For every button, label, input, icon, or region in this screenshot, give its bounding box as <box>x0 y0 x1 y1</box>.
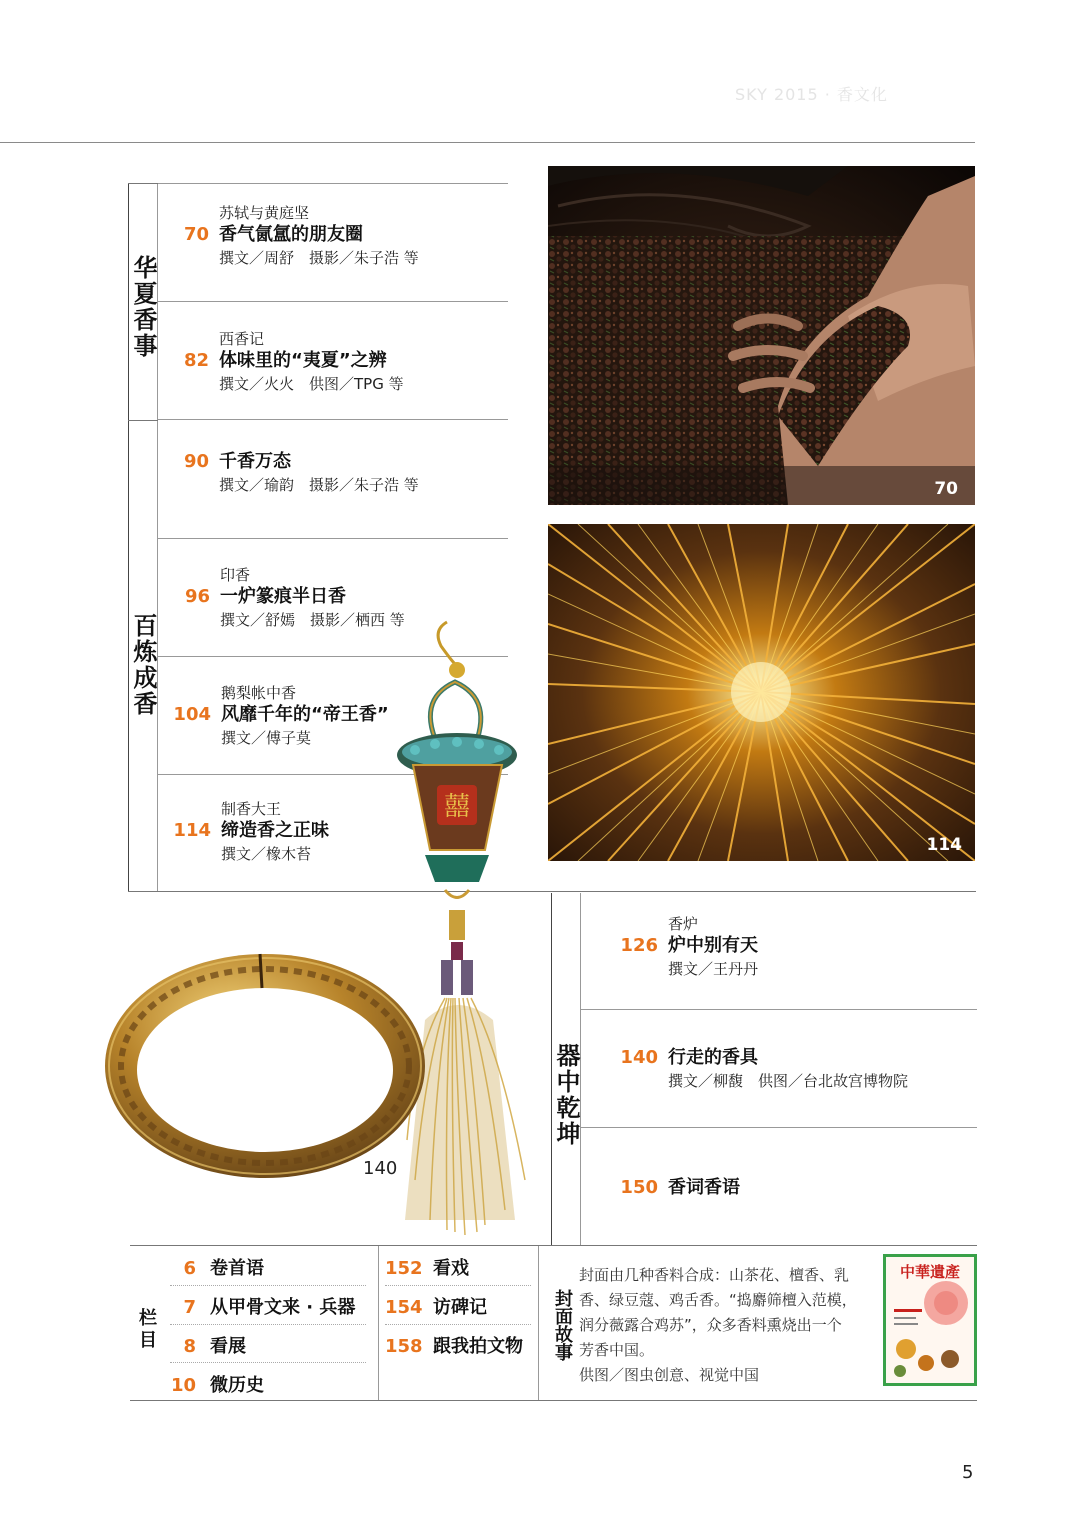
entry-title: 一炉篆痕半日香 <box>220 586 346 607</box>
photo-page-number: 114 <box>926 835 962 855</box>
column-title: 看戏 <box>433 1258 469 1279</box>
toc-entry[interactable] <box>170 203 419 269</box>
entry-byline: 撰文／柳馥 供图／台北故宫博物院 <box>668 1072 909 1090</box>
gold-bangle-image <box>100 948 430 1188</box>
column-item[interactable] <box>170 1371 264 1397</box>
column-title: 看展 <box>210 1336 246 1357</box>
entry-kicker: 苏轼与黄庭坚 <box>219 204 310 222</box>
section-frame-top <box>128 183 158 184</box>
column-title: 访碑记 <box>433 1297 487 1318</box>
cover-story-credit: 供图／图虫创意、视觉中国 <box>579 1366 760 1384</box>
toc-entry[interactable] <box>170 683 389 749</box>
svg-text:囍: 囍 <box>443 792 471 822</box>
cover-story-line: 封面由几种香料合成：山茶花、檀香、乳 <box>579 1266 850 1284</box>
entry-kicker: 制香大王 <box>221 800 282 818</box>
column-page-number: 10 <box>170 1375 196 1396</box>
cover-story-text <box>579 1263 879 1388</box>
entry-title: 千香万态 <box>219 451 291 472</box>
column-item[interactable] <box>170 1254 264 1280</box>
entry-byline: 撰文／瑜韵 摄影／朱子浩 等 <box>219 476 419 494</box>
column-rule <box>385 1324 531 1325</box>
entry-page-number: 126 <box>620 935 658 956</box>
entry-kicker: 香炉 <box>668 915 699 933</box>
entry-title: 体味里的“夷夏”之辨 <box>219 350 387 371</box>
photo-page-number: 140 <box>363 1158 398 1179</box>
column-item[interactable] <box>385 1254 469 1280</box>
column-page-number: 7 <box>183 1297 196 1318</box>
cover-story-line: 香、绿豆蔻、鸡舌香。“捣麝筛檀入范模， <box>579 1291 857 1309</box>
toc-entry[interactable] <box>170 565 405 631</box>
entry-title: 行走的香具 <box>668 1047 758 1068</box>
section-label-cover-story: 封面故事 <box>552 1289 573 1361</box>
toc-entry[interactable] <box>170 799 329 865</box>
cover-thumbnail[interactable] <box>883 1254 977 1386</box>
column-title: 从甲骨文来 · 兵器 <box>210 1297 356 1318</box>
section-divider <box>128 420 158 421</box>
toc-entry[interactable] <box>170 329 404 395</box>
entry-rule <box>158 183 508 184</box>
photo-page-number: 70 <box>934 479 958 499</box>
entry-rule <box>158 301 508 302</box>
column-item[interactable] <box>385 1293 487 1319</box>
entry-title: 香词香语 <box>668 1177 740 1198</box>
column-page-number: 158 <box>385 1336 423 1357</box>
column-item[interactable] <box>170 1332 246 1358</box>
entry-page-number: 140 <box>620 1047 658 1068</box>
column-page-number: 154 <box>385 1297 423 1318</box>
section-label-lanmu: 栏目 <box>136 1308 157 1352</box>
column-page-number: 6 <box>183 1258 196 1279</box>
header-ghost-text: SKY 2015 · 香文化 <box>735 85 888 104</box>
columns-divider <box>538 1246 539 1400</box>
entry-byline: 撰文／王丹丹 <box>668 960 759 978</box>
column-page-number: 8 <box>183 1336 196 1357</box>
entry-byline: 撰文／火火 供图／TPG 等 <box>219 375 404 393</box>
column-item[interactable] <box>385 1332 523 1358</box>
entry-byline: 撰文／橡木苔 <box>221 845 312 863</box>
toc-entry[interactable] <box>617 1046 908 1092</box>
column-item[interactable] <box>170 1293 355 1319</box>
toc-entry[interactable] <box>617 1176 740 1200</box>
entry-kicker: 印香 <box>220 566 251 584</box>
entry-title: 缔造香之正味 <box>221 820 329 841</box>
cover-thumbnail-title: 中華遺產 <box>899 1263 960 1281</box>
entry-rule <box>581 1127 977 1128</box>
entry-page-number: 96 <box>184 586 210 607</box>
photo-incense-sticks <box>548 524 975 861</box>
cover-story-line: 润分薇露合鸡苏”，众多香料熏烧出一个 <box>579 1316 842 1334</box>
column-rule <box>385 1285 531 1286</box>
entry-kicker: 西香记 <box>219 330 265 348</box>
entry-byline: 撰文／傅子莫 <box>221 729 312 747</box>
column-title: 跟我拍文物 <box>433 1336 523 1357</box>
bottom-area-top-rule <box>130 1245 977 1246</box>
photo-incense-material-art <box>548 166 975 505</box>
entry-rule <box>581 1009 977 1010</box>
section-label-bailian: 百炼成香 <box>129 613 158 717</box>
cover-thumbnail-art <box>886 1279 974 1383</box>
entry-byline: 撰文／舒嫣 摄影／栖西 等 <box>220 611 405 629</box>
entry-title: 炉中别有天 <box>668 935 758 956</box>
entry-page-number: 104 <box>173 704 211 725</box>
column-title: 卷首语 <box>210 1258 264 1279</box>
entry-page-number: 150 <box>620 1177 658 1198</box>
entry-title: 风靡千年的“帝王香” <box>221 704 389 725</box>
section-label-qizhong: 器中乾坤 <box>552 1043 581 1147</box>
entry-rule <box>158 538 508 539</box>
bottom-area-bottom-rule <box>130 1400 977 1401</box>
top-rule <box>0 142 975 143</box>
columns-divider <box>378 1246 379 1400</box>
toc-entry[interactable] <box>617 914 758 980</box>
entry-rule <box>158 419 508 420</box>
cover-story-line: 芳香中国。 <box>579 1341 655 1359</box>
entry-byline: 撰文／周舒 摄影／朱子浩 等 <box>219 249 419 267</box>
entry-page-number: 90 <box>183 451 209 472</box>
column-rule <box>170 1362 366 1363</box>
entry-title: 香气氤氲的朋友圈 <box>219 224 363 245</box>
section-label-huaxia: 华夏香事 <box>129 255 158 359</box>
column-page-number: 152 <box>385 1258 423 1279</box>
photo-incense-sticks-art <box>548 524 975 861</box>
page-number: 5 <box>962 1462 974 1483</box>
column-rule <box>170 1324 366 1325</box>
column-title: 微历史 <box>210 1375 264 1396</box>
entry-page-number: 70 <box>183 224 209 245</box>
entry-page-number: 114 <box>173 820 211 841</box>
column-rule <box>170 1285 366 1286</box>
toc-entry[interactable] <box>170 450 419 496</box>
entry-page-number: 82 <box>183 350 209 371</box>
entry-kicker: 鹅梨帐中香 <box>221 684 297 702</box>
photo-incense-material <box>548 166 975 505</box>
